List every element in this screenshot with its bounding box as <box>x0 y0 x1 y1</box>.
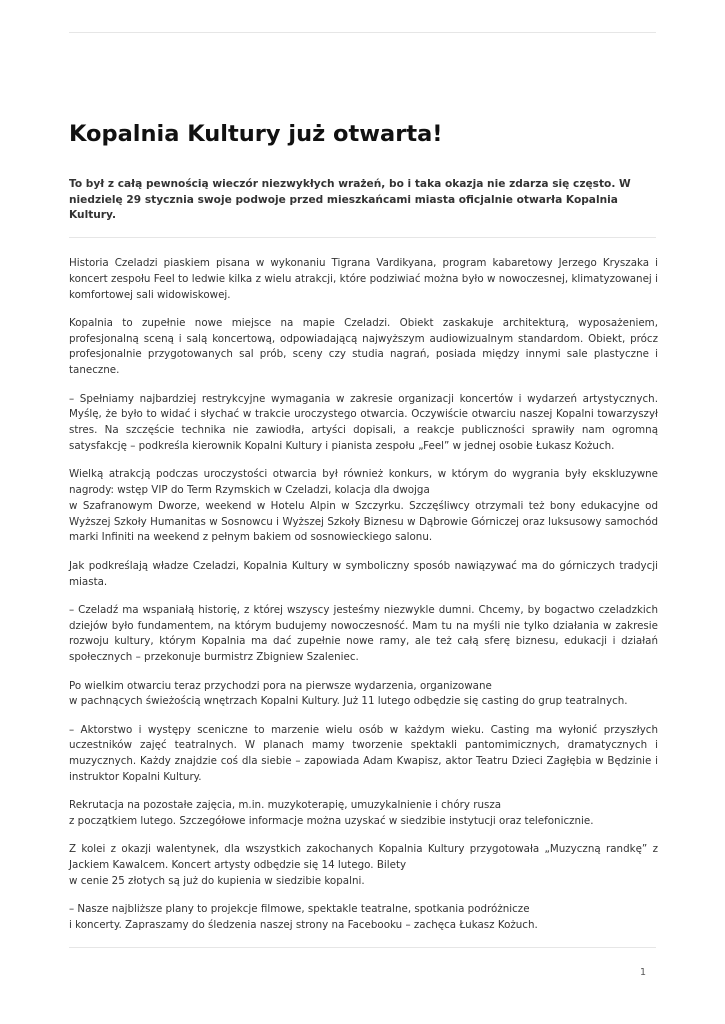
paragraph-7-part-2: w pachnących świeżością wnętrzach Kopalni Kultury. Już 11 lutego odbędzie się casting do grup teatralnych. <box>69 695 628 708</box>
paragraph-10-part-1: Z kolei z okazji walentynek, dla wszystkich zakochanych Kopalnia Kultury przygotowała „Muzyczną randkę” z Jackiem Kawalcem. Koncert artysty odbędzie się 14 lutego. Bilety <box>69 843 658 872</box>
paragraph-4-part-1: Wielką atrakcją podczas uroczystości otwarcia był również konkurs, w którym do wygrania były ekskluzywne nagrody: wstęp VIP do Term Rzymskich w Czeladzi, kolacja dla dwojga <box>69 468 658 497</box>
paragraph-6: – Czeladź ma wspaniałą historię, z której wszyscy jesteśmy niezwykle dumni. Chcemy, by bogactwo czeladzkich dziejów było fundamentem, na którym budujemy nowoczesność. Mam tu na myśli nie tylko działania w zakresie rozwoju kultury, którym Kopalnia ma dać zupełnie nowe ramy, ale też całą sferę biznesu, edukacji i działań społecznych – przekonuje burmistrz Zbigniew Szaleniec. <box>69 603 658 664</box>
paragraph-11-part-1: – Nasze najbliższe plany to projekcje filmowe, spektakle teatralne, spotkania podróżnicze <box>69 903 530 916</box>
article-body <box>69 256 658 946</box>
footer-divider <box>69 947 656 948</box>
lead-divider <box>69 237 656 238</box>
paragraph-11-part-2: i koncerty. Zapraszamy do śledzenia naszej strony na Facebooku – zachęca Łukasz Kożuch. <box>69 919 538 932</box>
article-lead: To był z całą pewnością wieczór niezwykłych wrażeń, bo i taka okazja nie zdarza się często. W niedzielę 29 stycznia swoje podwoje przed mieszkańcami miasta oficjalnie otwarła Kopalnia Kultury. <box>69 178 631 221</box>
paragraph-2: Kopalnia to zupełnie nowe miejsce na mapie Czeladzi. Obiekt zaskakuje architekturą, wyposażeniem, profesjonalną sceną i salą koncertową, odpowiadającą najwyższym audiowizualnym standardom. Obiekt, prócz profesjonalnie przygotowanych sal prób, sceny czy studia nagrań, posiada między innymi sale plastyczne i taneczne. <box>69 316 658 377</box>
paragraph-10 <box>69 842 658 889</box>
paragraph-3: – Spełniamy najbardziej restrykcyjne wymagania w zakresie organizacji koncertów i wydarzeń artystycznych. Myślę, że było to widać i słychać w trakcie uroczystego otwarcia. Oczywiście otwarciu naszej Kopalni towarzyszył stres. Na szczęście technika nie zawiodła, artyści dopisali, a reakcje publiczności sprawiły nam ogromną satysfakcję – podkreśla kierownik Kopalni Kultury i pianista zespołu „Feel” w jednej osobie Łukasz Kożuch. <box>69 392 658 452</box>
paragraph-9-part-2: z początkiem lutego. Szczegółowe informacje można uzyskać w siedzibie instytucji oraz telefonicznie. <box>69 815 594 828</box>
paragraph-4-part-2: w Szafranowym Dworze, weekend w Hotelu Alpin w Szczyrku. Szczęśliwcy otrzymali też bony edukacyjne od Wyższej Szkoły Humanitas w Sosnowcu i Wyższej Szkoły Biznesu w Dąbrowie Górniczej oraz luksusowy samochód marki Infiniti na weekend z pełnym bakiem od sosnowieckiego salonu. <box>69 499 658 544</box>
paragraph-4 <box>69 467 658 546</box>
paragraph-9-part-1: Rekrutacja na pozostałe zajęcia, m.in. muzykoterapię, umuzykalnienie i chóry rusza <box>69 799 502 812</box>
paragraph-1: Historia Czeladzi piaskiem pisana w wykonaniu Tigrana Vardikyana, program kabaretowy Jerzego Kryszaka i koncert zespołu Feel to ledwie kilka z wielu atrakcji, które podziwiać można było w nowoczesnej, klimatyzowanej i komfortowej sali widowiskowej. <box>69 257 658 301</box>
paragraph-11 <box>69 902 658 934</box>
paragraph-5: Jak podkreślają władze Czeladzi, Kopalnia Kultury w symboliczny sposób nawiązywać ma do górniczych tradycji miasta. <box>69 559 658 588</box>
paragraph-8: – Aktorstwo i występy sceniczne to marzenie wielu osób w każdym wieku. Casting ma wyłonić przyszłych uczestników zajęć teatralnych. W planach mamy tworzenie spektakli pantomimicznych, dramatycznych i muzycznych. Każdy znajdzie coś dla siebie – zapowiada Adam Kwapisz, aktor Teatru Dzieci Zagłębia w Będzinie i instruktor Kopalni Kultury. <box>69 723 658 784</box>
article-title: Kopalnia Kultury już otwarta! <box>69 121 443 147</box>
paragraph-10-part-2: w cenie 25 złotych są już do kupienia w siedzibie kopalni. <box>69 875 365 887</box>
page-number: 1 <box>639 967 646 978</box>
paragraph-7-part-1: Po wielkim otwarciu teraz przychodzi pora na pierwsze wydarzenia, organizowane <box>69 679 492 692</box>
paragraph-7 <box>69 679 658 711</box>
header-divider <box>69 32 656 33</box>
paragraph-9 <box>69 798 658 830</box>
